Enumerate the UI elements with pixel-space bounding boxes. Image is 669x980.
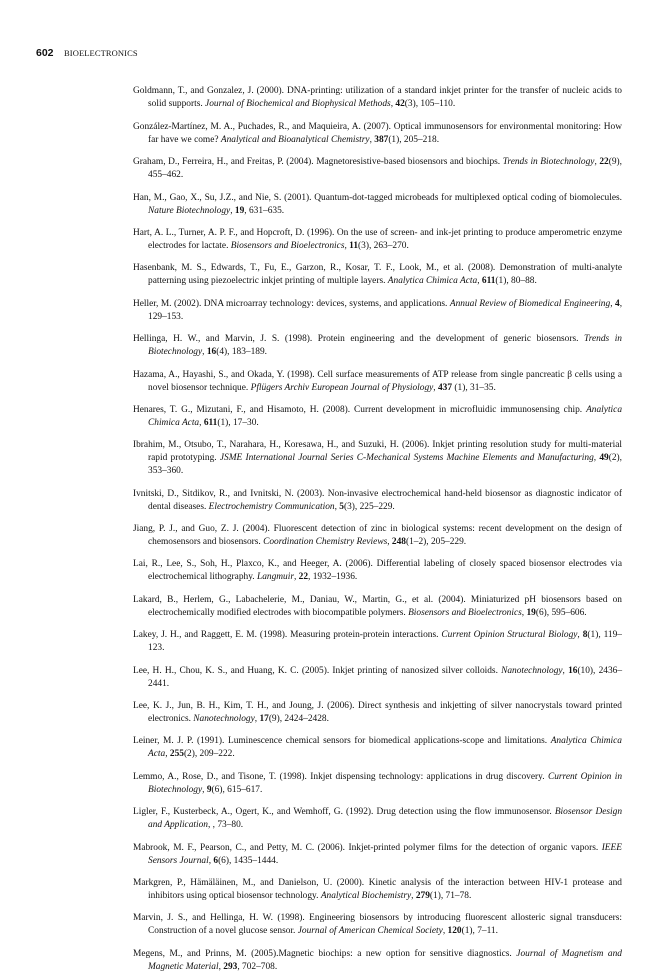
reference-authors-title: Goldmann, T., and Gonzalez, J. (2000). DNA-printing: utilization of a standard inkjet printer for the transfer of nucleic acids to solid supports. bbox=[133, 86, 622, 110]
reference-journal: Journal of American Chemical Society bbox=[297, 926, 443, 937]
reference-journal: IEEE Sensors Journal bbox=[148, 842, 622, 866]
reference-volume: 17 bbox=[259, 714, 269, 725]
reference-authors-title: Hazama, A., Hayashi, S., and Okada, Y. (1998). Cell surface measurements of ATP release from single pancreatic β cells using a novel biosensor technique. bbox=[133, 369, 622, 393]
reference-authors-title: Graham, D., Ferreira, H., and Freitas, P. (2004). Magnetoresistive-based biosensors and biochips. bbox=[133, 157, 501, 168]
reference-pages: (1), 71–78. bbox=[429, 890, 472, 901]
reference-entry: Lai, R., Lee, S., Soh, H., Plaxco, K., and Heeger, A. (2006). Differential labeling of closely spaced biosensor electrodes via electrochemical lithography. Langmuir, 22, 1932–1936. bbox=[133, 559, 622, 583]
page-number: 602 bbox=[36, 47, 54, 59]
reference-entry: Mabrook, M. F., Pearson, C., and Petty, M. C. (2006). Inkjet-printed polymer films for the detection of organic vapors. IEEE Sensors Journal, 6(6), 1435–1444. bbox=[133, 842, 622, 866]
reference-authors-title: Marvin, J. S., and Hellinga, H. W. (1998). Engineering biosensors by introducing fluorescent allosteric signal transducers: Construction of a novel glucose sensor. bbox=[133, 913, 622, 937]
reference-authors-title: Lee, H. H., Chou, K. S., and Huang, K. C. (2005). Inkjet printing of nanosized silver colloids. bbox=[133, 665, 498, 676]
reference-volume: 16 bbox=[568, 665, 578, 676]
reference-pages: (1), 80–88. bbox=[495, 276, 537, 287]
reference-authors-title: Hellinga, H. W., and Marvin, J. S. (1998). Protein engineering and the development of generic biosensors. bbox=[133, 334, 579, 345]
reference-authors-title: Jiang, P. J., and Guo, Z. J. (2004). Fluorescent detection of zinc in biological systems: recent development on the design of chemosensors and biosensors. bbox=[133, 524, 622, 548]
reference-pages: (3), 225–229. bbox=[343, 501, 395, 512]
reference-entry: Marvin, J. S., and Hellinga, H. W. (1998). Engineering biosensors by introducing fluorescent allosteric signal transducers: Construction of a novel glucose sensor. Journal of American Chemical Society, 120(1), 7–11. bbox=[133, 913, 622, 937]
reference-volume: 437 bbox=[437, 382, 453, 393]
reference-entry: Ligler, F., Kusterbeck, A., Ogert, K., and Wemhoff, G. (1992). Drug detection using the flow immunosensor. Biosensor Design and Application, , 73–80. bbox=[133, 807, 623, 831]
reference-entry: Ivnitski, D., Sitdikov, R., and Ivnitski, N. (2003). Non-invasive electrochemical hand-held biosensor as diagnostic indicator of dental diseases. Electrochemistry Communication, 5(3), 225–229. bbox=[133, 488, 622, 512]
reference-entry: Ibrahim, M., Otsubo, T., Narahara, H., Koresawa, H., and Suzuki, H. (2006). Inkjet printing resolution study for multi-material rapid prototyping. JSME International Journal Series C-Mechanical Systems Machine Elements and Manufacturing, 49(2), 353–360. bbox=[133, 440, 623, 477]
reference-entry: Hasenbank, M. S., Edwards, T., Fu, E., Garzon, R., Kosar, T. F., Look, M., et al. (2008). Demonstration of multi-analyte patterning using piezoelectric inkjet printing of multiple layers. Analytica Chimica Acta, 611(1), 80–88. bbox=[133, 263, 622, 287]
reference-entry: Lakard, B., Herlem, G., Labachelerie, M., Daniau, W., Martin, G., et al. (2004). Miniaturized pH biosensors based on electrochemically modified electrodes with biocompatible polymers. Biosensors and Bioelectronics, 19(6), 595–606. bbox=[133, 594, 622, 618]
reference-volume: 5 bbox=[339, 501, 344, 512]
reference-pages: (4), 183–189. bbox=[216, 347, 267, 358]
reference-pages: (1), 119–123. bbox=[148, 630, 622, 654]
reference-pages: , 631–635. bbox=[244, 205, 285, 216]
reference-volume: 19 bbox=[526, 607, 536, 618]
reference-journal: Electrochemistry Communication bbox=[208, 501, 335, 512]
reference-volume: 49 bbox=[599, 453, 609, 464]
reference-journal: Analytica Chimica Acta bbox=[148, 736, 622, 760]
reference-pages: , 129–153. bbox=[148, 298, 623, 322]
reference-journal: Current Opinion Structural Biology bbox=[441, 630, 578, 641]
reference-pages: (1), 31–35. bbox=[452, 382, 496, 393]
reference-volume: 387 bbox=[374, 134, 389, 145]
reference-pages: (1), 17–30. bbox=[217, 417, 259, 428]
reference-journal: Nanotechnology bbox=[501, 665, 563, 676]
reference-pages: (6), 595–606. bbox=[535, 607, 587, 618]
reference-entry: Markgren, P., Hämäläinen, M., and Danielson, U. (2000). Kinetic analysis of the interaction between HIV-1 protease and inhibitors using optical biosensor technology. Analytical Biochemistry, 279(1), 71–78. bbox=[133, 877, 622, 901]
reference-journal: Coordination Chemistry Reviews bbox=[263, 537, 388, 548]
page-header bbox=[36, 47, 138, 59]
reference-pages: (2), 209–222. bbox=[183, 749, 235, 760]
reference-authors-title: Lakard, B., Herlem, G., Labachelerie, M., Daniau, W., Martin, G., et al. (2004). Miniaturized pH biosensors based on electrochemically modified electrodes with biocompatible polymers. bbox=[133, 594, 622, 618]
reference-journal: Langmuir bbox=[256, 572, 294, 583]
reference-volume: 248 bbox=[391, 537, 406, 548]
reference-entry: Hart, A. L., Turner, A. P. F., and Hopcroft, D. (1996). On the use of screen- and ink-jet printing to produce amperometric enzyme electrodes for lactate. Biosensors and Bioelectronics, 11(3), 263–270. bbox=[133, 227, 622, 251]
reference-journal: Current Opinion in Biotechnology bbox=[148, 771, 623, 795]
reference-pages: (6), 615–617. bbox=[211, 784, 263, 795]
reference-authors-title: Leiner, M. J. P. (1991). Luminescence chemical sensors for biomedical applications-scope and limitations. bbox=[133, 736, 548, 747]
reference-volume: 9 bbox=[206, 784, 212, 795]
reference-authors-title: Ibrahim, M., Otsubo, T., Narahara, H., Koresawa, H., and Suzuki, H. (2006). Inkjet printing resolution study for multi-material rapid prototyping. bbox=[133, 440, 622, 464]
reference-authors-title: Lai, R., Lee, S., Soh, H., Plaxco, K., and Heeger, A. (2006). Differential labeling of closely spaced biosensor electrodes via electrochemical lithography. bbox=[133, 559, 622, 583]
reference-pages: (1–2), 205–229. bbox=[405, 537, 467, 548]
reference-volume: 255 bbox=[169, 749, 184, 760]
reference-journal: Journal of Biochemical and Biophysical Methods bbox=[205, 99, 391, 110]
reference-entry: Hazama, A., Hayashi, S., and Okada, Y. (1998). Cell surface measurements of ATP release from single pancreatic β cells using a novel biosensor technique. Pflügers Archiv European Journal of Physiology, 437 (1), 31–35. bbox=[133, 369, 622, 393]
reference-entry: Jiang, P. J., and Guo, Z. J. (2004). Fluorescent detection of zinc in biological systems: recent development on the design of chemosensors and biosensors. Coordination Chemistry Reviews, 248(1–2), 205–229. bbox=[133, 524, 622, 548]
reference-volume: 611 bbox=[203, 417, 218, 428]
reference-volume: 611 bbox=[481, 276, 496, 287]
running-title: BIOELECTRONICS bbox=[64, 48, 138, 58]
reference-journal: Trends in Biotechnology bbox=[502, 157, 595, 168]
reference-volume: 11 bbox=[349, 240, 359, 251]
reference-volume: 42 bbox=[395, 99, 405, 110]
reference-volume: 22 bbox=[599, 157, 609, 168]
reference-volume: 4 bbox=[615, 298, 620, 309]
reference-authors-title: Hasenbank, M. S., Edwards, T., Fu, E., Garzon, R., Kosar, T. F., Look, M., et al. (2008). Demonstration of multi-analyte patterning using piezoelectric inkjet printing of multiple layers. bbox=[133, 263, 622, 287]
reference-entry: Heller, M. (2002). DNA microarray technology: devices, systems, and applications. Annual Review of Biomedical Engineering, 4, 129–153. bbox=[133, 298, 623, 322]
reference-pages: (3), 105–110. bbox=[404, 99, 456, 110]
reference-journal: Analytical Biochemistry bbox=[320, 890, 412, 901]
reference-volume: 293 bbox=[223, 961, 238, 972]
reference-authors-title: Ligler, F., Kusterbeck, A., Ogert, K., and Wemhoff, G. (1992). Drug detection using the flow immunosensor. bbox=[133, 807, 552, 818]
reference-journal: Analytica Chimica Acta bbox=[387, 276, 478, 287]
reference-journal: Nature Biotechnology bbox=[148, 205, 231, 216]
reference-pages: (10), 2436–2441. bbox=[148, 665, 623, 689]
reference-pages: , 1932–1936. bbox=[308, 572, 358, 583]
reference-volume: 6 bbox=[213, 855, 219, 866]
reference-authors-title: Ivnitski, D., Sitdikov, R., and Ivnitski, N. (2003). Non-invasive electrochemical hand-held biosensor as diagnostic indicator of dental diseases. bbox=[133, 488, 622, 512]
reference-volume: 19 bbox=[234, 205, 245, 216]
reference-journal: Pflügers Archiv European Journal of Physiology bbox=[250, 382, 434, 393]
reference-pages: (1), 205–218. bbox=[388, 134, 440, 145]
reference-pages: (9), 455–462. bbox=[148, 157, 623, 181]
reference-pages: , 702–708. bbox=[237, 961, 278, 972]
reference-journal: Biosensors and Bioelectronics bbox=[408, 607, 522, 618]
reference-entry: González-Martínez, M. A., Puchades, R., and Maquieira, A. (2007). Optical immunosensors for environmental monitoring: How far have we come? Analytical and Bioanalytical Chemistry, 387(1), 205–218. bbox=[133, 121, 622, 145]
reference-authors-title: González-Martínez, M. A., Puchades, R., and Maquieira, A. (2007). Optical immunosensors for environmental monitoring: How far have we come? bbox=[133, 121, 622, 145]
reference-authors-title: Hart, A. L., Turner, A. P. F., and Hopcroft, D. (1996). On the use of screen- and ink-jet printing to produce amperometric enzyme electrodes for lactate. bbox=[133, 227, 622, 251]
reference-authors-title: Lemmo, A., Rose, D., and Tisone, T. (1998). Inkjet dispensing technology: applications in drug discovery. bbox=[133, 771, 545, 782]
reference-journal: Nanotechnology bbox=[193, 714, 255, 725]
reference-entry: Henares, T. G., Mizutani, F., and Hisamoto, H. (2008). Current development in microfluidic immunosensing chip. Analytica Chimica Acta, 611(1), 17–30. bbox=[133, 404, 623, 428]
reference-entry: Graham, D., Ferreira, H., and Freitas, P. (2004). Magnetoresistive-based biosensors and biochips. Trends in Biotechnology, 22(9), 455–462. bbox=[133, 157, 623, 181]
reference-pages: (9), 2424–2428. bbox=[268, 714, 329, 725]
reference-authors-title: Han, M., Gao, X., Su, J.Z., and Nie, S. (2001). Quantum-dot-tagged microbeads for multiplexed optical coding of biomolecules. bbox=[133, 192, 622, 203]
reference-entry: Leiner, M. J. P. (1991). Luminescence chemical sensors for biomedical applications-scope and limitations. Analytica Chimica Acta, 255(2), 209–222. bbox=[133, 736, 622, 760]
reference-journal: JSME International Journal Series C-Mechanical Systems Machine Elements and Manufacturing bbox=[219, 453, 594, 464]
reference-authors-title: Heller, M. (2002). DNA microarray technology: devices, systems, and applications. bbox=[133, 298, 448, 309]
reference-authors-title: Megens, M., and Prinns, M. (2005).Magnetic biochips: a new option for sensitive diagnostics. bbox=[133, 948, 512, 959]
reference-pages: (1), 7–11. bbox=[461, 926, 498, 937]
reference-pages: , 73–80. bbox=[212, 820, 244, 831]
reference-journal: Trends in Biotechnology bbox=[148, 334, 622, 358]
reference-pages: (6), 1435–1444. bbox=[218, 855, 279, 866]
reference-authors-title: Lakey, J. H., and Raggett, E. M. (1998). Measuring protein-protein interactions. bbox=[133, 630, 439, 641]
reference-journal: Journal of Magnetism and Magnetic Material bbox=[148, 948, 622, 972]
reference-journal: Analytical and Bioanalytical Chemistry bbox=[220, 134, 370, 145]
reference-entry: Lemmo, A., Rose, D., and Tisone, T. (1998). Inkjet dispensing technology: applications in drug discovery. Current Opinion in Biotechnology, 9(6), 615–617. bbox=[133, 771, 623, 795]
reference-journal: Annual Review of Biomedical Engineering bbox=[449, 298, 611, 309]
reference-pages: (3), 263–270. bbox=[358, 240, 409, 251]
reference-volume: 16 bbox=[206, 347, 217, 358]
reference-pages: (2), 353–360. bbox=[148, 453, 623, 477]
reference-entry: Han, M., Gao, X., Su, J.Z., and Nie, S. (2001). Quantum-dot-tagged microbeads for multiplexed optical coding of biomolecules. Nature Biotechnology, 19, 631–635. bbox=[133, 192, 622, 216]
reference-volume: 279 bbox=[415, 890, 430, 901]
reference-authors-title: Henares, T. G., Mizutani, F., and Hisamoto, H. (2008). Current development in microfluidic immunosensing chip. bbox=[133, 404, 583, 415]
reference-entry: Lee, H. H., Chou, K. S., and Huang, K. C. (2005). Inkjet printing of nanosized silver colloids. Nanotechnology, 16(10), 2436–2441. bbox=[133, 665, 623, 689]
reference-entry: Lakey, J. H., and Raggett, E. M. (1998). Measuring protein-protein interactions. Current Opinion Structural Biology, 8(1), 119–123. bbox=[133, 630, 622, 654]
reference-list bbox=[133, 76, 622, 980]
reference-journal: Biosensor Design and Application bbox=[148, 807, 623, 831]
reference-volume: 120 bbox=[447, 926, 462, 937]
reference-entry: Hellinga, H. W., and Marvin, J. S. (1998). Protein engineering and the development of generic biosensors. Trends in Biotechnology, 16(4), 183–189. bbox=[133, 334, 622, 358]
reference-volume: 22 bbox=[298, 572, 309, 583]
reference-entry: Lee, K. J., Jun, B. H., Kim, T. H., and Joung, J. (2006). Direct synthesis and inkjetting of silver nanocrystals toward printed electronics. Nanotechnology, 17(9), 2424–2428. bbox=[133, 701, 622, 725]
reference-journal: Analytica Chimica Acta bbox=[148, 404, 623, 428]
reference-authors-title: Lee, K. J., Jun, B. H., Kim, T. H., and Joung, J. (2006). Direct synthesis and inkjetting of silver nanocrystals toward printed electronics. bbox=[133, 701, 622, 725]
reference-journal: Biosensors and Bioelectronics bbox=[230, 240, 345, 251]
reference-entry: Goldmann, T., and Gonzalez, J. (2000). DNA-printing: utilization of a standard inkjet printer for the transfer of nucleic acids to solid supports. Journal of Biochemical and Biophysical Methods, 42(3), 105–110. bbox=[133, 86, 622, 110]
reference-authors-title: Mabrook, M. F., Pearson, C., and Petty, M. C. (2006). Inkjet-printed polymer films for the detection of organic vapors. bbox=[133, 842, 599, 853]
reference-entry: Megens, M., and Prinns, M. (2005).Magnetic biochips: a new option for sensitive diagnostics. Journal of Magnetism and Magnetic Material, 293, 702–708. bbox=[133, 948, 622, 972]
reference-authors-title: Markgren, P., Hämäläinen, M., and Danielson, U. (2000). Kinetic analysis of the interaction between HIV-1 protease and inhibitors using optical biosensor technology. bbox=[133, 877, 622, 901]
reference-volume: 8 bbox=[582, 630, 588, 641]
